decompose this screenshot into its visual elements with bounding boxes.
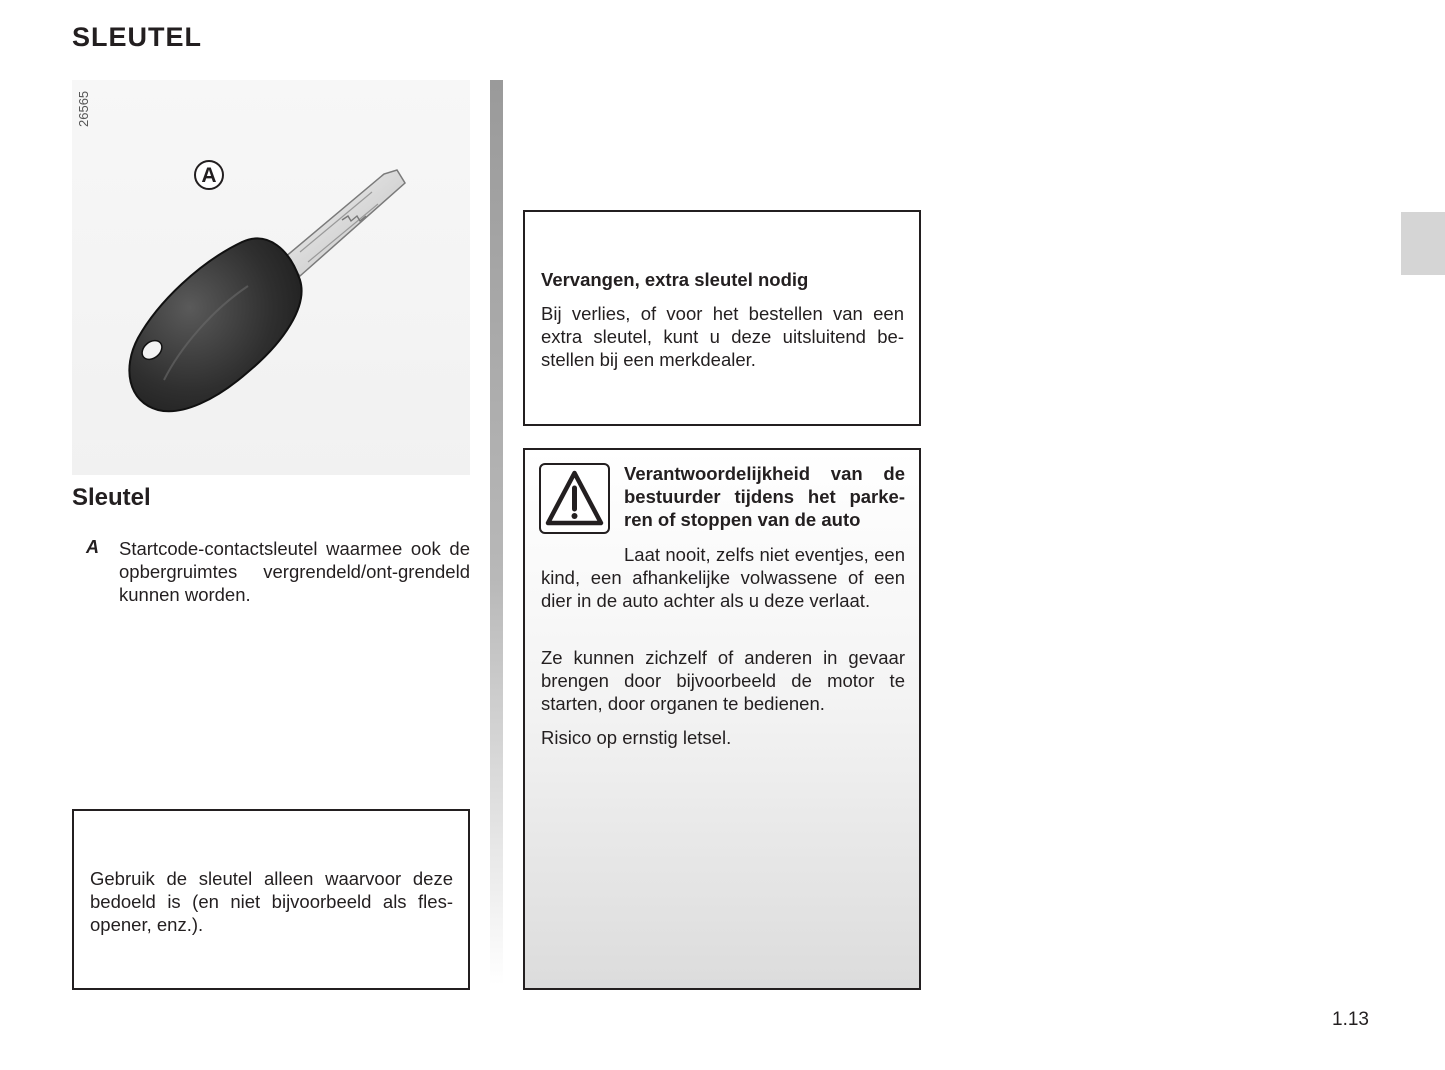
legend-letter: A	[86, 537, 99, 557]
key-head	[129, 238, 301, 411]
warning-icon	[539, 463, 610, 534]
warning-paragraph-2: Ze kunnen zichzelf of anderen in gevaar brengen door bijvoorbeeld de motor te starten, door organen te bedienen.	[541, 647, 905, 714]
section-heading: Sleutel	[72, 484, 151, 511]
column-divider	[490, 80, 503, 985]
warning-paragraph-1: Laat nooit, zelfs niet eventjes, een kind, een afhankelijke volwassene of een dier in de auto achter als u deze verlaat.	[541, 544, 905, 611]
page-number: 1.13	[1332, 1009, 1369, 1030]
figure-id: 26565	[76, 90, 91, 128]
key-illustration	[72, 80, 470, 475]
replacement-box	[523, 210, 921, 426]
page-title: SLEUTEL	[72, 22, 203, 52]
key-blade	[284, 170, 405, 276]
note-box	[72, 809, 470, 990]
replacement-heading: Vervangen, extra sleutel nodig	[541, 269, 809, 290]
callout-label-a: A	[194, 160, 224, 190]
note-text: Gebruik de sleutel alleen waarvoor deze bedoeld is (en niet bijvoorbeeld als fles-opener, enz.).	[90, 868, 453, 935]
warning-heading: Verantwoordelijkheid van de bestuurder tijdens het parke-ren of stoppen van de auto	[624, 463, 905, 530]
warning-box	[523, 448, 921, 990]
key-drawing	[72, 80, 470, 475]
warning-paragraph-3: Risico op ernstig letsel.	[541, 727, 732, 748]
replacement-text: Bij verlies, of voor het bestellen van een extra sleutel, kunt u deze uitsluitend be-stellen bij een merkdealer.	[541, 303, 904, 370]
chapter-tab	[1401, 212, 1445, 275]
legend-text: Startcode-contactsleutel waarmee ook de opbergruimtes vergrendeld/ont-grendeld kunnen worden.	[119, 538, 470, 605]
